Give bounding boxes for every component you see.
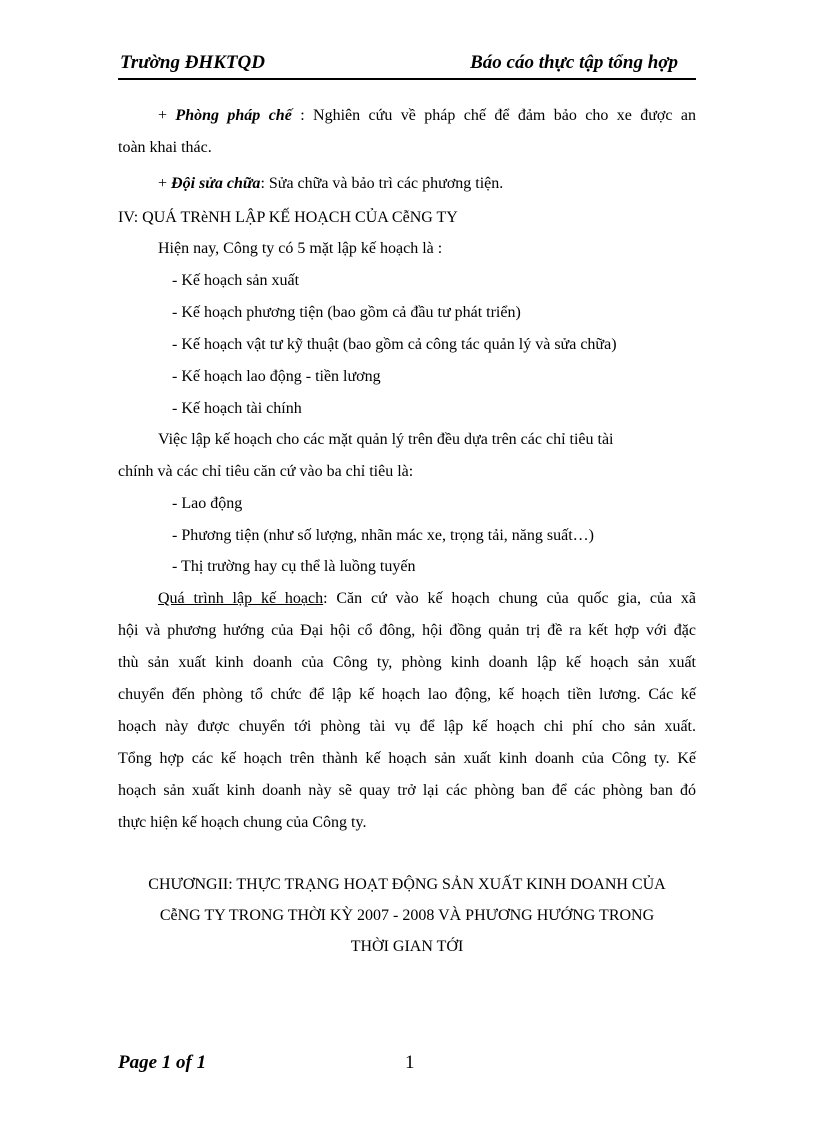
list-item: - Phương tiện (như số lượng, nhãn mác xe, trọng tải, năng suất…) xyxy=(172,527,594,544)
process-term: Quá trình lập kế hoạch xyxy=(158,590,324,607)
chapter-title-line2: CễNG TY TRONG THỜI KỲ 2007 - 2008 VÀ PHƯƠNG HƯỚNG TRONG xyxy=(159,907,655,924)
section-heading: IV: QUÁ TRèNH LẬP KẾ HOẠCH CỦA CễNG TY xyxy=(118,209,458,226)
list-item: - Kế hoạch tài chính xyxy=(172,400,302,417)
list-item: - Kế hoạch lao động - tiền lương xyxy=(172,368,381,385)
process-line: thù sản xuất kinh doanh của Công ty, phòng kinh doanh lập kế hoạch sản xuất xyxy=(118,654,696,671)
para-legal-dept-line1: + Phòng pháp chế : Nghiên cứu về pháp chế để đảm bảo cho xe được an xyxy=(158,107,696,124)
criteria-line1: Việc lập kế hoạch cho các mặt quản lý trên đều dựa trên các chỉ tiêu tài xyxy=(158,431,614,448)
process-line: hoạch sản xuất kinh doanh này sẽ quay trở lại các phòng ban để các phòng ban đó xyxy=(118,782,696,799)
list-item: - Thị trường hay cụ thể là luồng tuyến xyxy=(172,558,416,575)
repair-team-term: Đội sửa chữa xyxy=(171,175,261,192)
process-line: Tổng hợp các kế hoạch trên thành kế hoạch sản xuất kinh doanh của Công ty. Kế xyxy=(118,750,696,767)
legal-dept-term: Phòng pháp chế xyxy=(175,107,292,124)
criteria-line2: chính và các chỉ tiêu căn cứ vào ba chỉ tiêu là: xyxy=(118,463,414,480)
chapter-title-line1: CHƯƠNGII: THỰC TRẠNG HOẠT ĐỘNG SẢN XUẤT KINH DOANH CỦA xyxy=(148,876,666,893)
header-report-title: Báo cáo thực tập tổng hợp xyxy=(470,52,678,73)
list-item: - Lao động xyxy=(172,495,243,512)
list-item: - Kế hoạch vật tư kỹ thuật (bao gồm cả công tác quản lý và sửa chữa) xyxy=(172,336,617,353)
footer-page-label: Page 1 of 1 xyxy=(118,1052,207,1073)
para-legal-dept-line2: toàn khai thác. xyxy=(118,139,212,156)
process-line: hội và phương hướng của Đại hội cổ đông, hội đồng quản trị đề ra kết hợp với đặc xyxy=(118,622,696,639)
process-line1: Quá trình lập kế hoạch: Căn cứ vào kế hoạch chung của quốc gia, của xã xyxy=(158,590,696,607)
list-item: - Kế hoạch phương tiện (bao gồm cả đầu tư phát triển) xyxy=(172,304,521,321)
list-item: - Kế hoạch sản xuất xyxy=(172,272,300,289)
para-repair-team: + Đội sửa chữa: Sửa chữa và bảo trì các phương tiện. xyxy=(158,175,504,192)
process-last-line: thực hiện kế hoạch chung của Công ty. xyxy=(118,814,367,831)
footer-page-number: 1 xyxy=(405,1052,415,1073)
process-line: hoạch này được chuyển tới phòng tài vụ để lập kế hoạch chi phí cho sản xuất. xyxy=(118,718,696,735)
chapter-title-line3: THỜI GIAN TỚI xyxy=(350,938,464,955)
page-header xyxy=(118,50,696,80)
process-line: chuyển đến phòng tổ chức để lập kế hoạch lao động, kế hoạch tiền lương. Các kế xyxy=(118,686,696,703)
intro-line: Hiện nay, Công ty có 5 mặt lập kế hoạch là : xyxy=(158,240,443,257)
header-school: Trường ĐHKTQD xyxy=(120,52,265,73)
